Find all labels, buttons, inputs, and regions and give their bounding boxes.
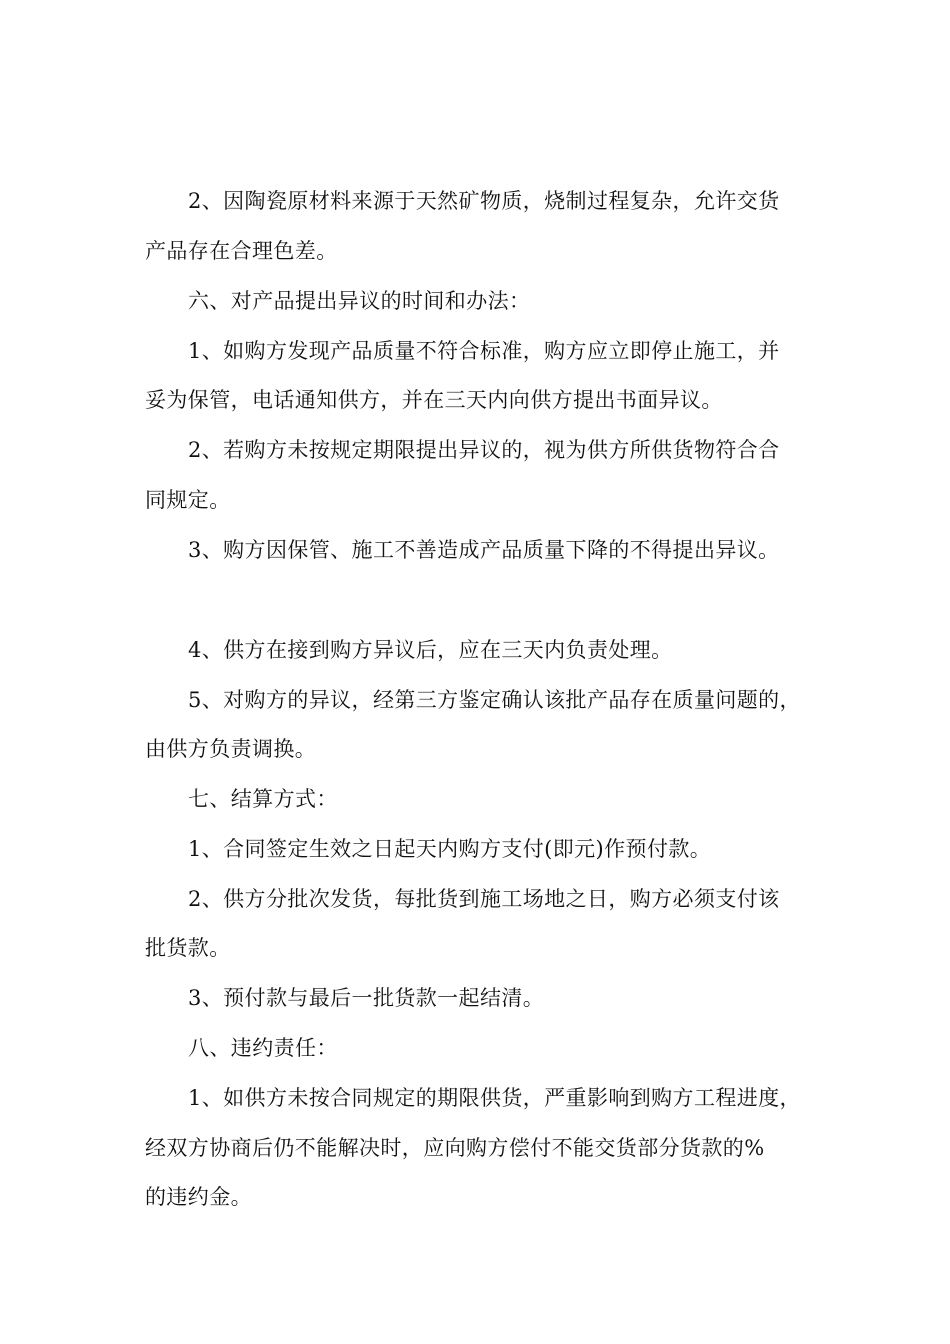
paragraph-line: 3、预付款与最后一批货款一起结清。 [188, 986, 545, 1010]
paragraph-line: 1、如供方未按合同规定的期限供货，严重影响到购方工程进度， [188, 1086, 801, 1110]
paragraph-line: 1、合同签定生效之日起天内购方支付(即元)作预付款。 [188, 837, 712, 861]
paragraph-line: 2、因陶瓷原材料来源于天然矿物质，烧制过程复杂，允许交货 [188, 189, 780, 213]
paragraph-line: 1、如购方发现产品质量不符合标准，购方应立即停止施工，并 [188, 339, 780, 363]
paragraph-line: 2、供方分批次发货，每批货到施工场地之日，购方必须支付该 [188, 887, 780, 911]
section-heading: 八、违约责任： [188, 1036, 338, 1060]
paragraph-line: 批货款。 [145, 936, 231, 960]
paragraph-line: 产品存在合理色差。 [145, 239, 338, 263]
paragraph-line: 2、若购方未按规定期限提出异议的，视为供方所供货物符合合 [188, 438, 780, 462]
paragraph-line: 4、供方在接到购方异议后，应在三天内负责处理。 [188, 638, 673, 662]
paragraph-line: 经双方协商后仍不能解决时，应向购方偿付不能交货部分货款的% [145, 1136, 765, 1160]
paragraph-line: 3、购方因保管、施工不善造成产品质量下降的不得提出异议。 [188, 538, 780, 562]
paragraph-line: 5、对购方的异议，经第三方鉴定确认该批产品存在质量问题的， [188, 688, 801, 712]
paragraph-line: 同规定。 [145, 488, 231, 512]
section-heading: 七、结算方式： [188, 787, 338, 811]
paragraph-line: 的违约金。 [145, 1185, 252, 1209]
paragraph-line: 由供方负责调换。 [145, 737, 317, 761]
section-heading: 六、对产品提出异议的时间和办法： [188, 289, 531, 313]
paragraph-line: 妥为保管，电话通知供方，并在三天内向供方提出书面异议。 [145, 388, 723, 412]
